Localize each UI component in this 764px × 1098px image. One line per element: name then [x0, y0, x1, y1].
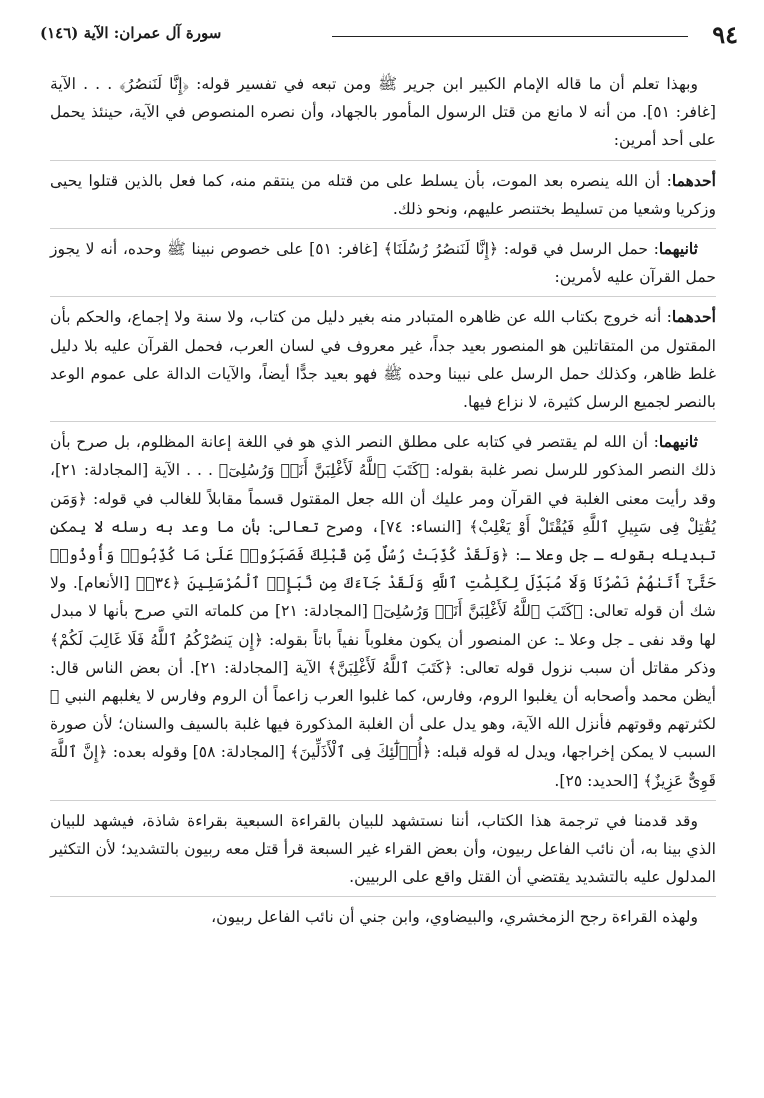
divider	[50, 421, 716, 422]
page-header	[40, 20, 738, 49]
paragraph-text: ولهذه القراءة رجح الزمخشري، والبيضاوي، وابن جني أن نائب الفاعل ربيون،	[211, 908, 698, 927]
divider	[50, 160, 716, 161]
divider	[50, 800, 716, 801]
paragraph	[50, 903, 716, 931]
paragraph-text: وبهذا تعلم أن ما قاله الإمام الكبير ابن جرير ﷺ ومن تبعه في تفسير قوله: ﴿إِنَّا لَنَنصُرُ﴾ . . . الآية [غافر: ٥١]. من أنه لا مانع من قتل الرسول المأمور بالجهاد، وأن نصره المنصوص في الآية، حينئذ يحمل على أحد أمرين:	[50, 75, 716, 150]
paragraph	[50, 70, 716, 155]
paragraph-text: وقد قدمنا في ترجمة هذا الكتاب، أننا نستشهد للبيان بالقراءة السبعية بقراءة شاذة، فيشهد للبيان الذي بينا به، أن نائب الفاعل ربيون، وأن بعض القراء غير السبعة قرأ قتل معه ربيون بالتشديد؛ لأن التكثير المدلول عليه بالتشديد يقتضي أن القتل واقع على الربيين.	[50, 811, 716, 887]
paragraph-heading: ثانيهما	[658, 432, 698, 452]
paragraph-text: : أنه خروج بكتاب الله عن ظاهره المتبادر منه بغير دليل من كتاب، ولا سنة ولا إجماع، والحكم بأن المقتول من المتقاتلين هو المنصور بعيد جداً، غير معروف في لسان العرب، فحمل القرآن عليه بلا دليل غلط ظاهر، وكذلك حمل الرسل على نبينا وحده ﷺ فهو بعيد جدًّا أيضاً، والآيات الدالة على عموم الوعد بالنصر لجميع الرسل كثيرة، لا نزاع فيها.	[50, 308, 716, 412]
paragraph-text: : أن الله ينصره بعد الموت، بأن يسلط على من قتله من ينتقم منه، كما فعل بالذين قتلوا يحيى وزكريا وشعيا من تسليط بختنصر عليهم، ونحو ذلك.	[50, 171, 716, 218]
paragraph-heading: ثانيهما	[658, 239, 698, 259]
paragraph-text: : أن الله لم يقتصر في كتابه على مطلق النصر الذي هو في اللغة إعانة المظلوم، بل صرح بأن ذلك النصر المذكور للرسل نصر غلبة بقوله: ﴿كَتَبَ ٱللَّهُ لَأَغْلِبَنَّ أَنَا۠ وَرُسُلِىٓ﴾ . . . الآية [المجادلة: ٢١]، وقد رأيت معنى الغلبة في القرآن ومر عليك أن الله جعل المقتول قسماً مقابلاً للغالب في قوله: ﴿وَمَن يُقَٰتِلْ فِى سَبِيلِ ٱللَّهِ فَيُقْتَلْ أَوْ يَغْلِبْ﴾ [النساء: ٧٤]، وصرح تعالى: بأن ما وعد به رسله لا يمكن تبديله بقوله ـ جل وعلا ـ: ﴿وَلَقَدْ كُذِّبَتْ رُسُلٌ مِّن قَبْلِكَ فَصَبَرُوا۟ عَلَىٰ مَا كُذِّبُوا۟ وَأُوذُوا۟ حَتَّىٰٓ أَتَىٰهُمْ نَصْرُنَا وَلَا مُبَدِّلَ لِكَلِمَٰتِ ٱللَّهِ وَلَقَدْ جَآءَكَ مِن نَّبَإِى۟ ٱلْمُرْسَلِينَ ﴿٣٤﴾﴾ [الأنعام]. ولا شك أن قوله تعالى: ﴿كَتَبَ ٱللَّهُ لَأَغْلِبَنَّ أَنَا۠ وَرُسُلِىٓ﴾ [المجادلة: ٢١] من كلماته التي صرح بأنها لا مبدل لها وقد نفى ـ جل وعلا ـ: عن المنصور أن يكون مغلوباً نفياً باتاً بقوله: ﴿إِن يَنصُرْكُمُ ٱللَّهُ فَلَا غَالِبَ لَكُمْ﴾ وذكر مقاتل أن سبب نزول قوله تعالى: ﴿كَتَبَ ٱللَّهُ لَأَغْلِبَنَّ﴾ الآية [المجادلة: ٢١]. أن بعض الناس قال: أيظن محمد وأصحابه أن يغلبوا الروم، وفارس، كما غلبوا العرب زاعماً أن الروم وفارس لا يغلبهم النبي ﷺ لكثرتهم وقوتهم فأنزل الله الآية، وهو يدل على أن الغلبة المذكورة فيها غلبة بالسيف والسنان؛ لأن صورة السبب لا يمكن إخراجها، ويدل له قوله قبله: ﴿أُو۟لَٰٓئِكَ فِى ٱلْأَذَلِّينَ﴾ [المجادلة: ٥٨] وقوله بعده: ﴿إِنَّ ٱللَّهَ قَوِىٌّ عَزِيزٌ﴾ [الحديد: ٢٥].	[50, 433, 716, 790]
sura-title: سورة آل عمران: الآية (١٤٦)	[40, 24, 222, 42]
body-text	[50, 70, 716, 932]
paragraph	[50, 235, 716, 291]
divider	[50, 296, 716, 297]
header-rule	[332, 36, 688, 37]
divider	[50, 228, 716, 229]
divider	[50, 896, 716, 897]
paragraph-heading: أحدهما	[671, 170, 716, 190]
paragraph	[50, 167, 716, 223]
paragraph-text: : حمل الرسل في قوله: ﴿إِنَّا لَنَنصُرُ رُسُلَنَا﴾ [غافر: ٥١] على خصوص نبينا ﷺ وحده، أنه لا يجوز حمل القرآن عليه لأمرين:	[50, 240, 716, 287]
paragraph	[50, 807, 716, 892]
page-number: ٩٤	[712, 20, 738, 49]
paragraph	[50, 303, 716, 416]
paragraph	[50, 428, 716, 795]
paragraph-heading: أحدهما	[671, 307, 716, 327]
